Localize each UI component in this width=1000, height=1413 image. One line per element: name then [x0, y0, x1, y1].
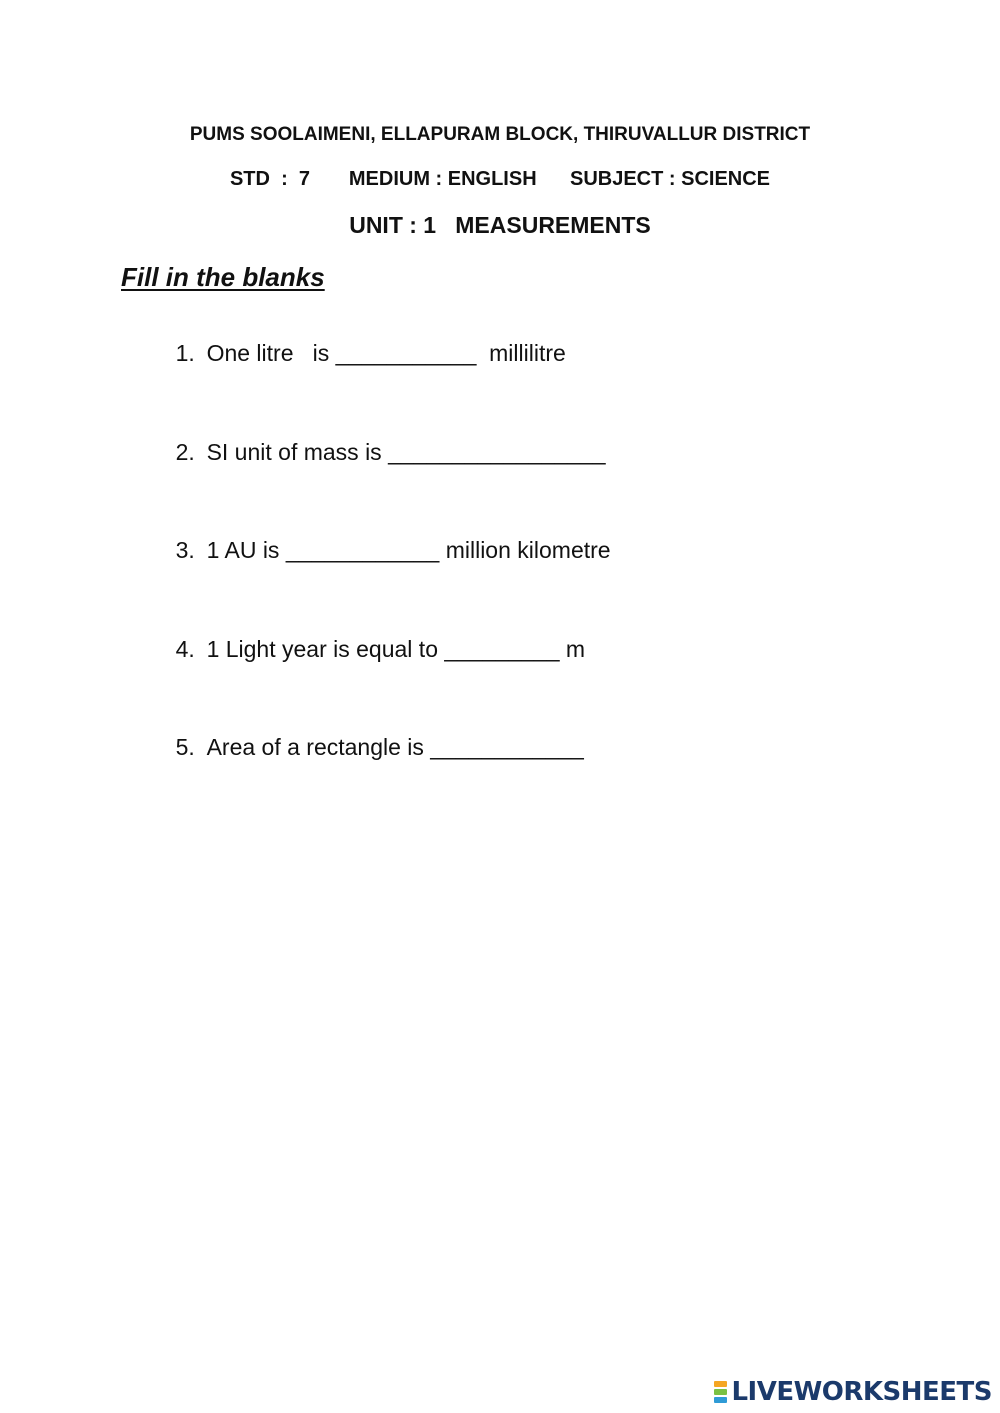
question-3	[150, 510, 611, 609]
school-name: PUMS SOOLAIMENI, ELLAPURAM BLOCK, THIRUVALLUR DISTRICT	[189, 124, 811, 145]
question-1	[150, 313, 611, 412]
question-number: 5.	[175, 734, 195, 760]
question-text: 1 Light year is equal to _________ m	[206, 635, 586, 662]
question-2	[150, 412, 611, 511]
logo-bar-blue	[714, 1397, 727, 1403]
question-number: 3.	[175, 537, 195, 563]
logo-bar-orange	[714, 1381, 727, 1387]
question-4	[150, 609, 611, 708]
logo-bar-green	[714, 1389, 727, 1395]
question-text: Area of a rectangle is ____________	[206, 734, 584, 760]
question-list	[150, 313, 611, 806]
liveworksheets-logo-icon	[714, 1380, 727, 1404]
question-text: One litre is ___________ millilitre	[206, 340, 566, 366]
question-number: 4.	[175, 635, 195, 662]
question-text: SI unit of mass is _________________	[206, 438, 606, 465]
unit-title: UNIT : 1 MEASUREMENTS	[349, 212, 651, 238]
question-number: 1.	[175, 340, 195, 366]
question-number: 2.	[175, 438, 195, 465]
question-text: 1 AU is ____________ million kilometre	[206, 537, 611, 563]
liveworksheets-logo-text: LIVEWORKSHEETS	[731, 1377, 992, 1407]
class-info: STD : 7 MEDIUM : ENGLISH SUBJECT : SCIENCE	[229, 168, 771, 190]
section-title: Fill in the blanks	[121, 262, 325, 292]
liveworksheets-logo	[714, 1377, 992, 1407]
question-5	[150, 707, 611, 806]
